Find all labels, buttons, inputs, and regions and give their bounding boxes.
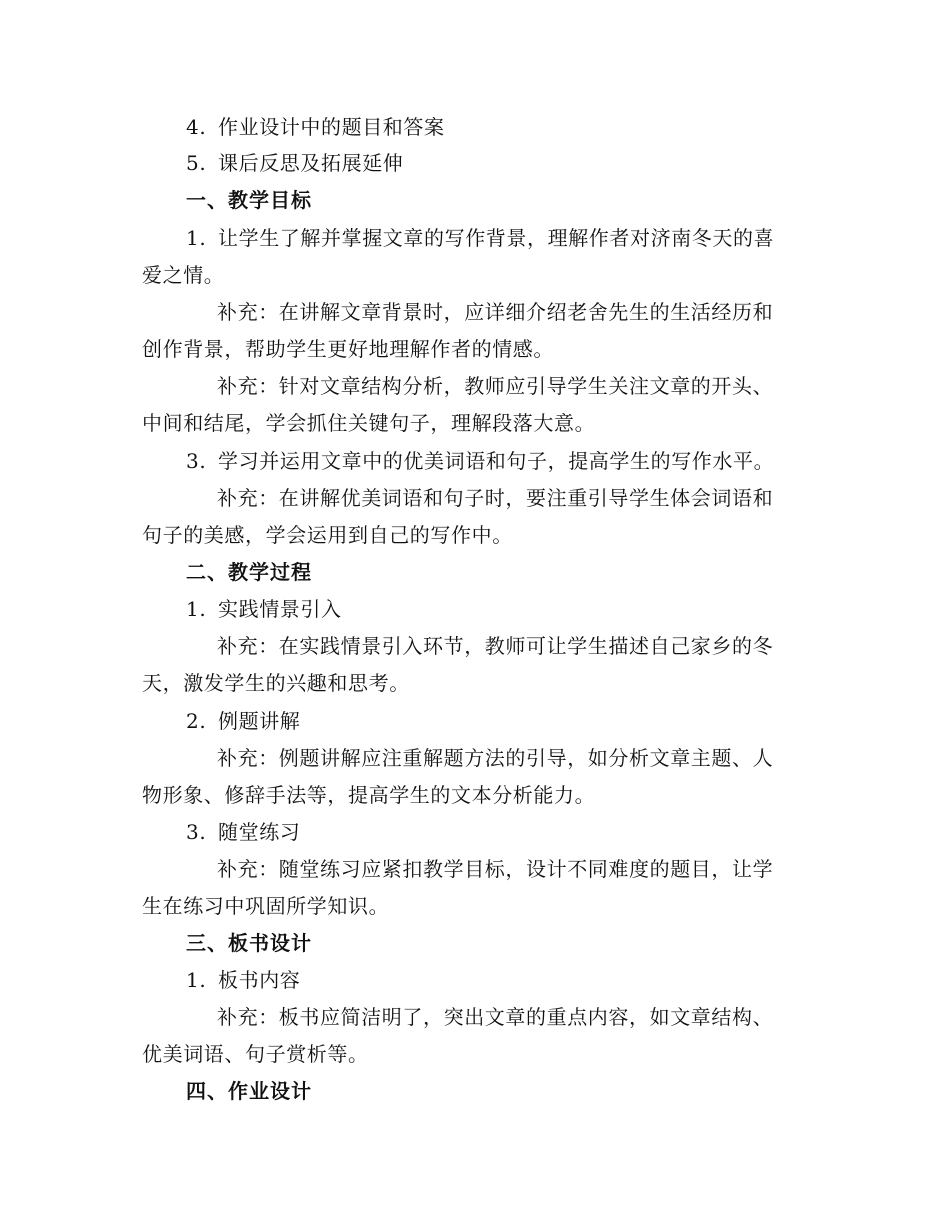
list-item [186,967,856,993]
list-item [186,596,856,622]
list-item-text: 随堂练习 [218,820,301,844]
list-item [186,225,856,251]
list-number: 1. [186,226,207,250]
paragraph-line: 爱之情。 [142,263,225,287]
supplement-line: 补充：随堂练习应紧扣教学目标，设计不同难度的题目，让学 [217,857,774,881]
section-heading: 一、教学目标 [186,188,312,212]
supplement-line: 补充：在实践情景引入环节，教师可让学生描述自己家乡的冬 [217,634,774,658]
list-item [186,819,856,845]
list-number: 2. [186,709,207,733]
list-number: 3. [186,449,207,473]
supplement-line: 补充：例题讲解应注重解题方法的引导，如分析文章主题、人 [217,746,774,770]
supplement-line: 补充：在讲解文章背景时，应详细介绍老舍先生的生活经历和 [217,300,774,324]
list-item [186,708,856,734]
paragraph-line: 句子的美感，学会运用到自己的写作中。 [142,523,513,547]
section-heading: 三、板书设计 [186,931,312,955]
list-number: 4. [186,115,207,139]
list-item-text: 让学生了解并掌握文章的写作背景，理解作者对济南冬天的喜 [218,226,775,250]
list-number: 1. [186,597,207,621]
list-number: 3. [186,820,207,844]
paragraph-line: 中间和结尾，学会抓住关键句子，理解段落大意。 [142,411,596,435]
paragraph-line: 生在练习中巩固所学知识。 [142,894,390,918]
list-item-text: 例题讲解 [218,709,301,733]
paragraph-line: 优美词语、句子赏析等。 [142,1042,369,1066]
paragraph-line: 天，激发学生的兴趣和思考。 [142,671,410,695]
supplement-line: 补充：板书应简洁明了，突出文章的重点内容，如文章结构、 [217,1005,774,1029]
list-item [186,150,856,176]
section-heading: 二、教学过程 [186,560,312,584]
list-item-text: 实践情景引入 [218,597,342,621]
list-item-text: 课后反思及拓展延伸 [218,151,404,175]
list-number: 5. [186,151,207,175]
list-item [186,114,856,140]
section-heading: 四、作业设计 [186,1079,312,1103]
supplement-line: 补充：在讲解优美词语和句子时，要注重引导学生体会词语和 [217,486,774,510]
list-item-text: 板书内容 [218,968,301,992]
paragraph-line: 物形象、修辞手法等，提高学生的文本分析能力。 [142,783,596,807]
list-item-text: 学习并运用文章中的优美词语和句子，提高学生的写作水平。 [218,449,775,473]
paragraph-line: 创作背景，帮助学生更好地理解作者的情感。 [142,337,554,361]
supplement-line: 补充：针对文章结构分析，教师应引导学生关注文章的开头、 [217,374,774,398]
list-item [186,448,856,474]
list-number: 1. [186,968,207,992]
list-item-text: 作业设计中的题目和答案 [218,115,445,139]
